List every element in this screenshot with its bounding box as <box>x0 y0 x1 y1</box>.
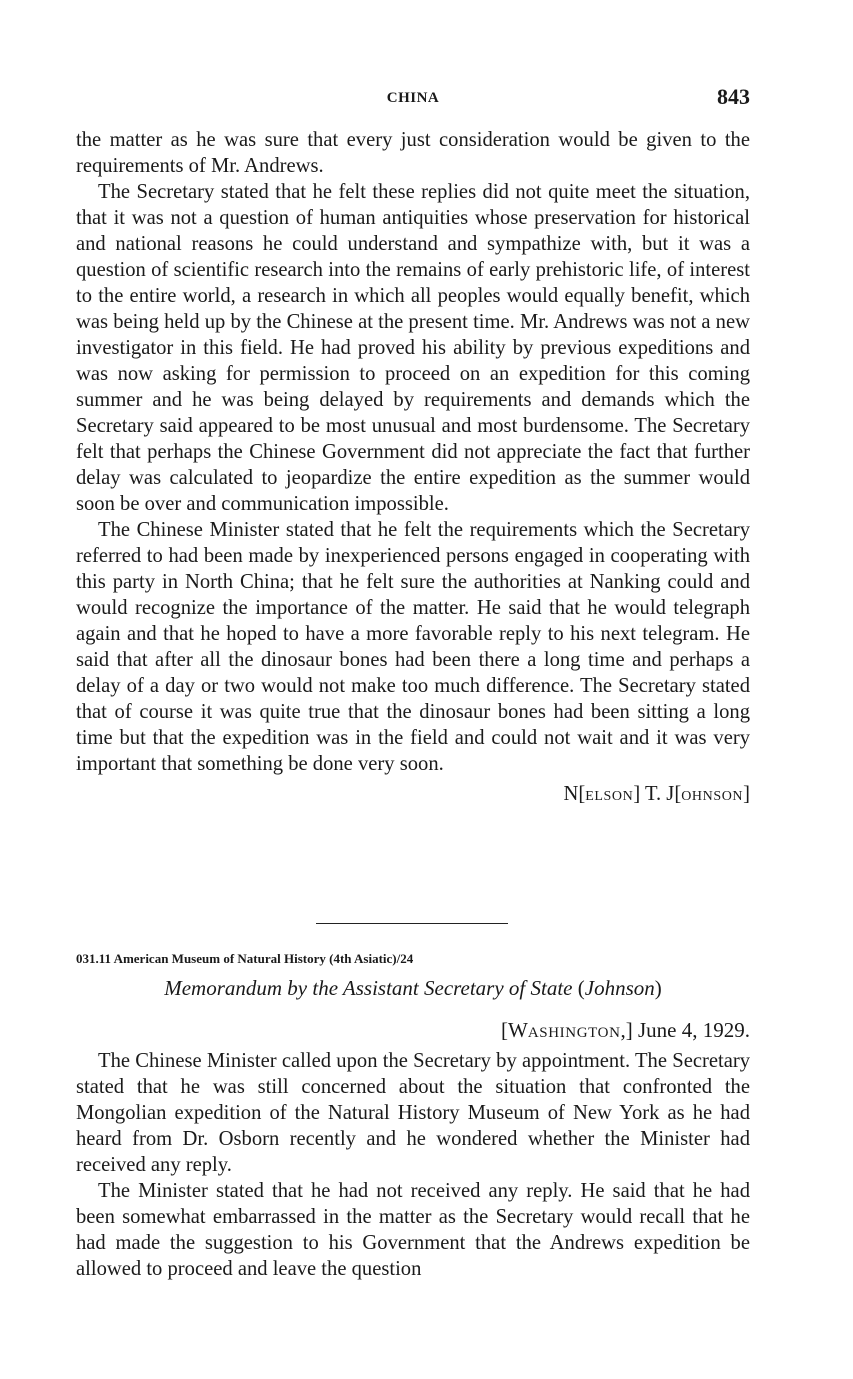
memo-title <box>76 976 750 1001</box>
signature-part: T. J[ <box>640 783 682 805</box>
page-number: 843 <box>717 84 750 109</box>
signature-part: OHNSON <box>681 789 744 804</box>
memo-title-name: Johnson <box>584 976 655 1000</box>
signature <box>76 781 750 810</box>
file-number: 031.11 American Museum of Natural History (4th Asiatic)/24 <box>76 951 414 966</box>
running-head <box>76 84 750 114</box>
signature-part: N[ <box>563 783 586 805</box>
memo-title-paren: ) <box>654 976 662 1000</box>
dateline-city: ASHINGTON <box>527 1025 621 1041</box>
running-title: CHINA <box>386 90 440 106</box>
signature-part: ELSON <box>585 789 634 804</box>
signature-part: ] <box>633 783 641 805</box>
paragraph: The Minister stated that he had not received any reply. He said that he had been somewhat embarrassed in the matter as the Secretary would recall that he had made the suggestion to his Government that the Andrews expedition be allowed to proceed and leave the question <box>76 1180 750 1280</box>
paragraph: The Chinese Minister called upon the Secretary by appointment. The Secretary stated that he was still concerned about the situation that confronted the Mongolian expedition of the Natural History Museum of New York as he had heard from Dr. Osborn recently and he wondered whether the Minister had received any reply. <box>76 1050 750 1176</box>
memo-title-paren: ( <box>572 976 585 1000</box>
top-section <box>76 127 750 810</box>
memo-body <box>76 1048 750 1282</box>
paragraph: The Secretary stated that he felt these replies did not quite meet the situation, that it was not a question of human antiquities whose preservation for historical and national reasons he could understand and sympathize with, but it was a question of scientific research into the remains of early prehistoric life, of interest to the entire world, a research in which all peoples would equally benefit, which was being held up by the Chinese at the present time. Mr. Andrews was not a new investigator in this field. He had proved his ability by previous expeditions and was now asking for permission to proceed on an expedition for this coming summer and he was being delayed by requirements and demands which the Secretary said appeared to be most unusual and most burdensome. The Secretary felt that perhaps the Chinese Government did not appreciate the fact that further delay was calculated to jeopardize the entire expedition as the summer would soon be over and communication impossible. <box>76 181 750 515</box>
section-divider <box>316 923 508 924</box>
paragraph: The Chinese Minister stated that he felt the requirements which the Secretary referred to had been made by inexperienced persons engaged in cooperating with this party in North China; that he felt sure the authorities at Nanking could and would recognize the importance of the matter. He said that he would telegraph again and that he hoped to have a more favorable reply to his next telegram. He said that after all the dinosaur bones had been there a long time and perhaps a delay of a day or two would not make too much difference. The Secretary stated that of course it was quite true that the dinosaur bones had been sitting a long time but that the expedition was in the field and could not wait and it was very important that something be done very soon. <box>76 519 750 775</box>
dateline-part: ,] June 4, 1929. <box>620 1018 750 1042</box>
paragraph-continued: the matter as he was sure that every just consideration would be given to the requirements of Mr. Andrews. <box>76 129 750 177</box>
dateline <box>76 1018 750 1043</box>
dateline-part: [W <box>501 1018 528 1042</box>
signature-part: ] <box>743 783 750 805</box>
memo-title-main: Memorandum by the Assistant Secretary of State <box>164 976 573 1000</box>
